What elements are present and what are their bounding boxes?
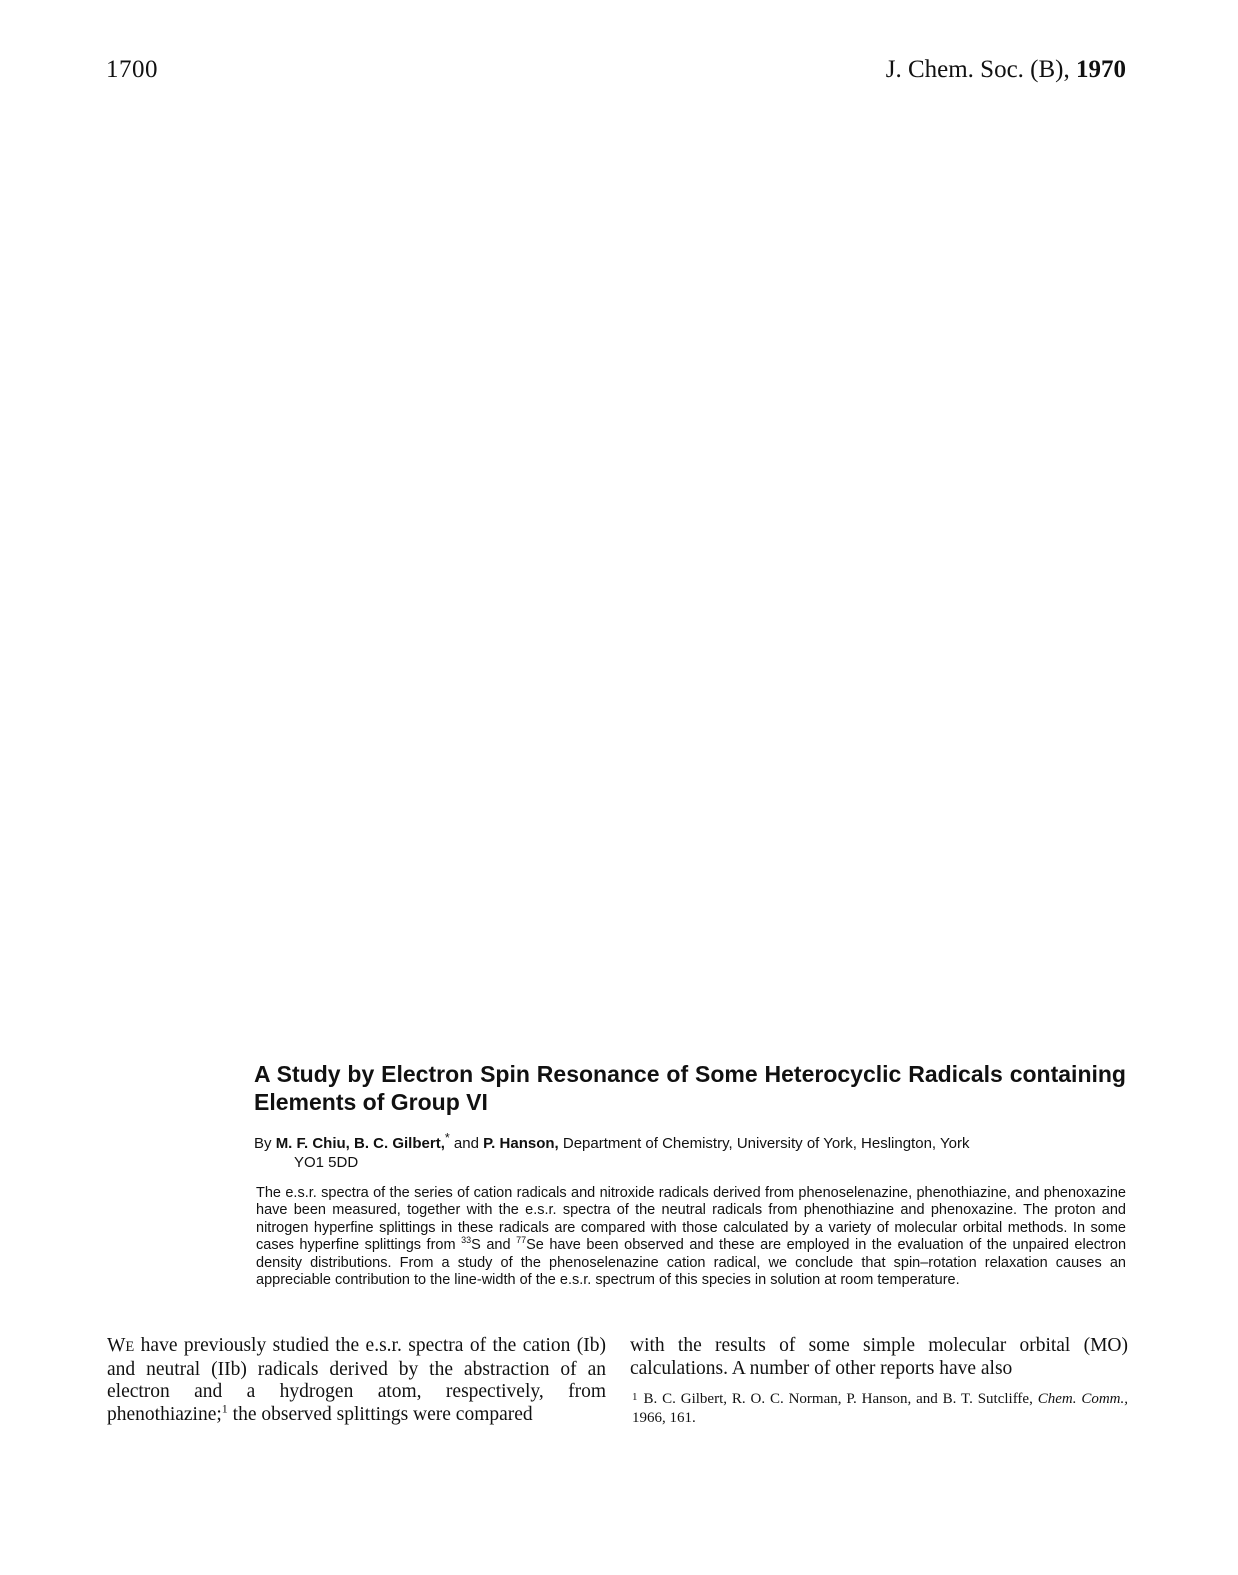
body-left-text-2: the observed splittings were compared — [227, 1403, 533, 1425]
body-column-left — [107, 1335, 606, 1426]
address-line-1: Department of Chemistry, University of York, Heslington, York — [562, 1135, 970, 1152]
authors-2: P. Hanson, — [483, 1135, 559, 1152]
body-left-text: have previously studied the e.s.r. spectra of the cation (Ib) and neutral (IIb) radicals derived by the abstraction of an electron and a hydrogen atom, respectively, from phenothiazine; — [107, 1335, 606, 1425]
footnote-journal: Chem. Comm., — [1037, 1391, 1128, 1407]
authors-1: M. F. Chiu, B. C. Gilbert, — [275, 1135, 445, 1152]
page-number: 1700 — [106, 56, 158, 83]
abstract — [256, 1185, 1126, 1289]
corresponding-mark: * — [444, 1131, 450, 1145]
footnote — [632, 1388, 1128, 1428]
byline — [254, 1129, 1126, 1172]
journal-name: J. Chem. Soc. (B), — [885, 56, 1070, 83]
abstract-part-1: The e.s.r. spectra of the series of cation radicals and nitroxide radicals derived from phenoselenazine, phenothiazine, and phenoxazine have been measured, together with the e.s.r. spectra of the neutral radicals from phenothiazine and phenoxazine. The proton and nitrogen hyperfine splittings in these radicals are compared with those calculated by a variety of molecular orbital methods. In some cases hyperfine splittings from — [256, 1185, 1126, 1254]
body-column-right: with the results of some simple molecular orbital (MO) calculations. A number of other reports have also — [630, 1335, 1128, 1379]
journal-year: 1970 — [1076, 56, 1126, 83]
journal-header — [886, 56, 1126, 84]
reference-mark: 1 — [221, 1401, 228, 1416]
isotope-selenium-mass: 77 — [516, 1235, 527, 1246]
isotope-sulfur-mass: 33 — [461, 1235, 472, 1246]
footnote-authors: B. C. Gilbert, R. O. C. Norman, P. Hanson, and B. T. Sutcliffe, — [643, 1391, 1033, 1407]
footnote-year-page: 1966, 161. — [632, 1410, 696, 1426]
drop-initial: W — [107, 1335, 126, 1356]
byline-and: and — [453, 1135, 479, 1152]
byline-prefix: By — [254, 1135, 272, 1152]
address-line-2: YO1 5DD — [294, 1154, 359, 1171]
small-caps-rest: E — [125, 1339, 135, 1355]
abstract-sulfur: S and — [471, 1237, 517, 1254]
article-title: A Study by Electron Spin Resonance of Some Heterocyclic Radicals containing Elements of Group VI — [254, 1061, 1126, 1115]
abstract-part-2: Se have been observed and these are employed in the evaluation of the unpaired electron density distributions. From a study of the phenoselenazine cation radical, we conclude that spin–rotation relaxation causes an appreciable contribution to the line-width of the e.s.r. spectrum of this species in solution at room temperature. — [256, 1237, 1127, 1289]
footnote-number: 1 — [632, 1391, 638, 1403]
